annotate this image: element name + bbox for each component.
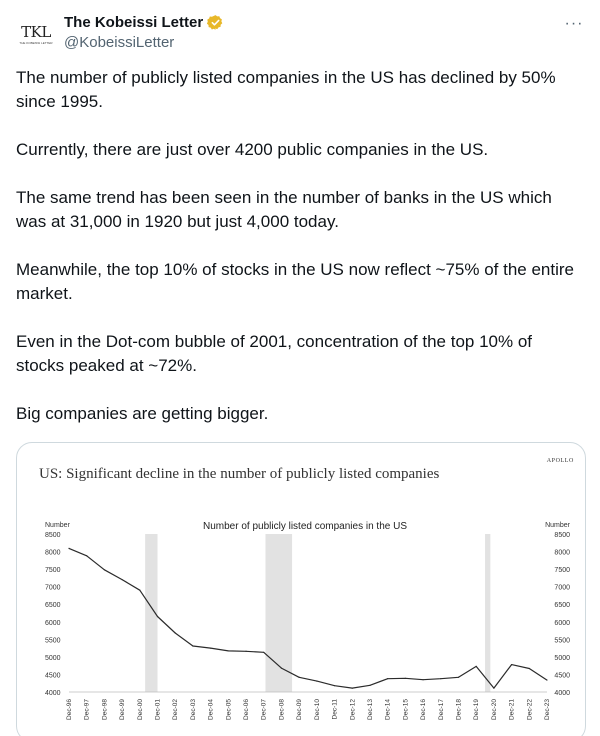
tweet-paragraph: The number of publicly listed companies in the US has declined by 50% since 1995. [16,68,556,111]
data-point [245,651,246,652]
data-point [299,677,300,678]
data-point [122,579,123,580]
data-point [68,548,69,549]
y-tick-label-right: 5500 [554,637,570,645]
x-tick-label: Dec-12 [349,699,357,720]
x-tick-label: Dec-18 [455,699,463,720]
chart-brand: APOLLO [546,458,574,464]
data-point [405,678,406,679]
data-point [511,664,512,665]
y-tick-label-left: 4500 [45,672,61,680]
data-point [387,678,388,679]
data-point [210,648,211,649]
y-axis-label-left: Number [45,522,70,529]
verified-badge-icon[interactable] [207,14,224,31]
tweet-paragraph: Big companies are getting bigger. [16,404,269,423]
x-tick-label: Dec-00 [136,699,144,720]
y-tick-label-right: 5000 [554,654,570,662]
x-tick-label: Dec-23 [544,699,551,720]
avatar-monogram: TKL [21,22,51,41]
data-point [281,668,282,669]
x-tick-label: Dec-05 [225,699,233,720]
tweet-text [16,66,584,426]
y-tick-label-right: 4500 [554,672,570,680]
y-axis-label-right: Number [545,522,570,529]
x-tick-label: Dec-11 [331,699,339,720]
x-tick-label: Dec-10 [313,699,321,720]
name-row [64,14,224,31]
x-tick-label: Dec-02 [172,699,180,720]
more-options-icon[interactable]: ··· [564,15,584,32]
data-point [86,555,87,556]
recession-band [485,534,490,692]
data-point [263,652,264,653]
x-tick-label: Dec-03 [189,699,197,720]
y-tick-label-right: 6500 [554,602,570,610]
tweet-media-chart[interactable] [16,442,586,736]
x-tick-label: Dec-96 [66,699,73,720]
data-point [334,685,335,686]
data-point [228,650,229,651]
x-tick-label: Dec-14 [384,699,392,720]
data-point [546,679,547,680]
x-tick-label: Dec-09 [296,699,304,720]
data-point [529,668,530,669]
data-point [493,688,494,689]
avatar[interactable] [16,14,56,54]
data-point [104,569,105,570]
x-tick-label: Dec-07 [260,699,268,720]
data-point [440,678,441,679]
data-point [352,688,353,689]
data-point [476,666,477,667]
tweet-paragraph: Even in the Dot-com bubble of 2001, concentration of the top 10% of stocks peaked at ~72%. [16,332,533,375]
x-tick-label: Dec-16 [420,699,428,720]
avatar-subtext: THE KOBEISSI LETTER [19,40,53,45]
y-tick-label-right: 8000 [554,549,570,557]
x-tick-label: Dec-20 [490,699,498,720]
data-point [316,681,317,682]
x-tick-label: Dec-13 [366,699,374,720]
y-tick-label-right: 6000 [554,619,570,627]
y-tick-label-right: 7000 [554,584,570,592]
x-tick-label: Dec-04 [207,699,215,720]
x-tick-label: Dec-19 [473,699,481,720]
data-point [192,645,193,646]
x-tick-label: Dec-22 [526,699,534,720]
data-point [139,590,140,591]
y-tick-label-left: 8000 [45,549,61,557]
y-tick-label-left: 7500 [45,567,61,575]
data-point [369,685,370,686]
x-tick-label: Dec-08 [278,699,286,720]
tweet-paragraph: The same trend has been seen in the number of banks in the US which was at 31,000 in 1920 but just 4,000 today. [16,188,552,231]
x-tick-label: Dec-97 [83,699,91,720]
recession-band [266,534,293,692]
x-tick-label: Dec-06 [243,699,251,720]
data-point [157,616,158,617]
display-name[interactable]: The Kobeissi Letter [64,14,204,31]
y-tick-label-left: 5000 [45,654,61,662]
y-tick-label-left: 8500 [45,532,61,539]
x-tick-label: Dec-99 [119,699,127,720]
x-tick-label: Dec-15 [402,699,410,720]
y-tick-label-left: 5500 [45,637,61,645]
data-point [458,677,459,678]
y-tick-label-right: 8500 [554,532,570,539]
chart-svg [17,443,586,736]
x-tick-label: Dec-01 [154,699,162,720]
chart-title: US: Significant decline in the number of publicly listed companies [39,466,440,482]
series-line [69,548,547,688]
y-tick-label-left: 4000 [45,690,61,697]
tweet-paragraph: Meanwhile, the top 10% of stocks in the US now reflect ~75% of the entire market. [16,260,575,303]
y-tick-label-right: 4000 [554,690,570,697]
tweet-paragraph: Currently, there are just over 4200 public companies in the US. [16,140,489,159]
tweet-header [16,10,586,58]
handle[interactable]: @KobeissiLetter [64,34,175,51]
x-tick-label: Dec-98 [101,699,109,720]
y-tick-label-left: 6500 [45,602,61,610]
data-point [422,679,423,680]
y-tick-label-left: 6000 [45,619,61,627]
data-point [175,632,176,633]
chart-subtitle: Number of publicly listed companies in the US [203,521,407,532]
x-tick-label: Dec-21 [508,699,516,720]
x-tick-label: Dec-17 [437,699,445,720]
y-tick-label-right: 7500 [554,567,570,575]
y-tick-label-left: 7000 [45,584,61,592]
